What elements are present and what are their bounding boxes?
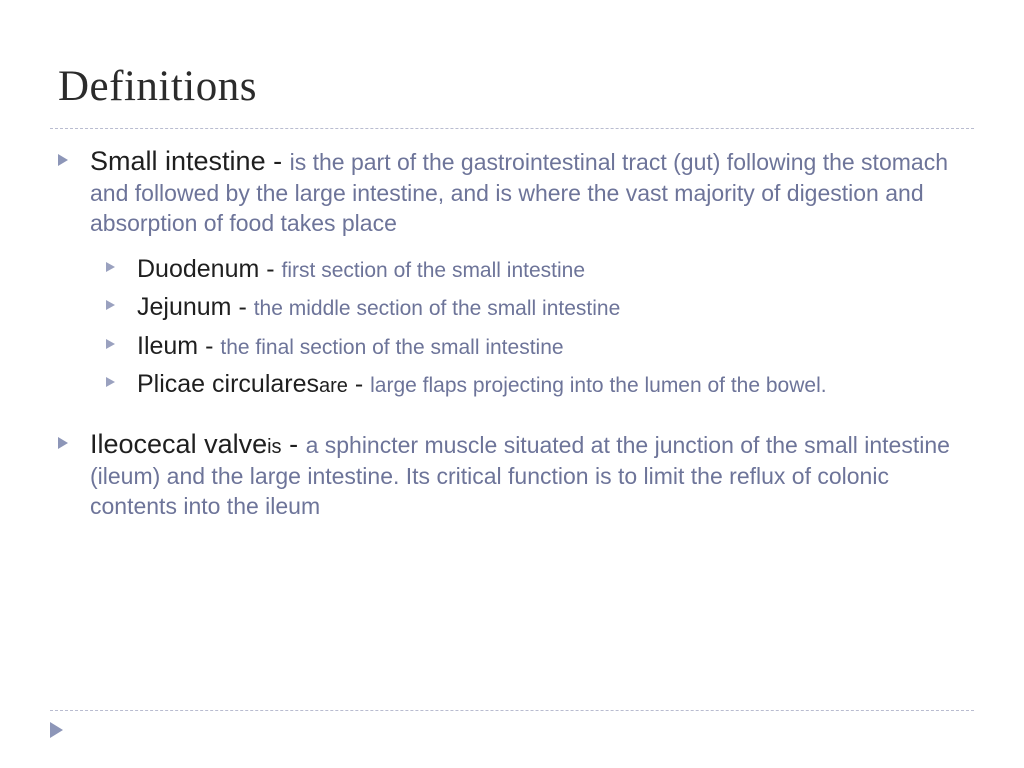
term-connector: - [281, 428, 306, 459]
list-item [106, 368, 978, 401]
bullet-triangle-icon [58, 154, 68, 166]
term-label: Plicae circulares [137, 370, 320, 399]
term-label: Small intestine [90, 146, 266, 176]
bullet-triangle-icon [106, 300, 115, 310]
term-description: the middle section of the small intestine [253, 297, 621, 321]
list-item [106, 253, 978, 286]
term-connector: - [347, 370, 371, 399]
list-item-text [137, 368, 967, 401]
term-connector: - [231, 293, 254, 322]
term-suffix: are [319, 375, 348, 398]
term-description: a sphincter muscle situated at the junction of the small intestine (ileum) and the large intestine. Its critical function is to limit the reflux of colonic contents into the ileum [90, 431, 950, 519]
list-item [58, 144, 978, 239]
bullet-triangle-icon [106, 262, 115, 272]
term-connector: - [265, 146, 290, 176]
footer-divider [50, 710, 974, 711]
term-connector: - [198, 331, 221, 360]
list-item [58, 427, 978, 522]
term-label: Jejunum [137, 293, 232, 322]
footer-triangle-icon [50, 722, 63, 738]
term-label: Duodenum [137, 254, 260, 283]
bullet-triangle-icon [106, 339, 115, 349]
term-label: Ileocecal valve [90, 428, 268, 459]
bullet-triangle-icon [106, 377, 115, 387]
term-description: is the part of the gastrointestinal tract (gut) following the stomach and followed by the large intestine, and is where the vast majority of digestion and absorption of food takes place [90, 149, 948, 236]
page-title: Definitions [58, 63, 257, 110]
term-connector: - [259, 254, 282, 283]
term-suffix: is [267, 435, 282, 458]
bullet-triangle-icon [58, 437, 68, 449]
list-item-text [90, 144, 970, 239]
list-item [106, 330, 978, 363]
list-item [106, 291, 978, 324]
slide-body [58, 144, 978, 524]
list-item-text [137, 330, 967, 363]
title-divider [50, 128, 974, 129]
list-item-text [137, 291, 967, 324]
term-description: the final section of the small intestine [220, 335, 564, 359]
list-item-text [137, 253, 967, 286]
list-item-text [90, 427, 970, 522]
term-description: large flaps projecting into the lumen of the bowel. [370, 374, 827, 398]
term-description: first section of the small intestine [281, 258, 585, 282]
term-label: Ileum [137, 331, 199, 360]
